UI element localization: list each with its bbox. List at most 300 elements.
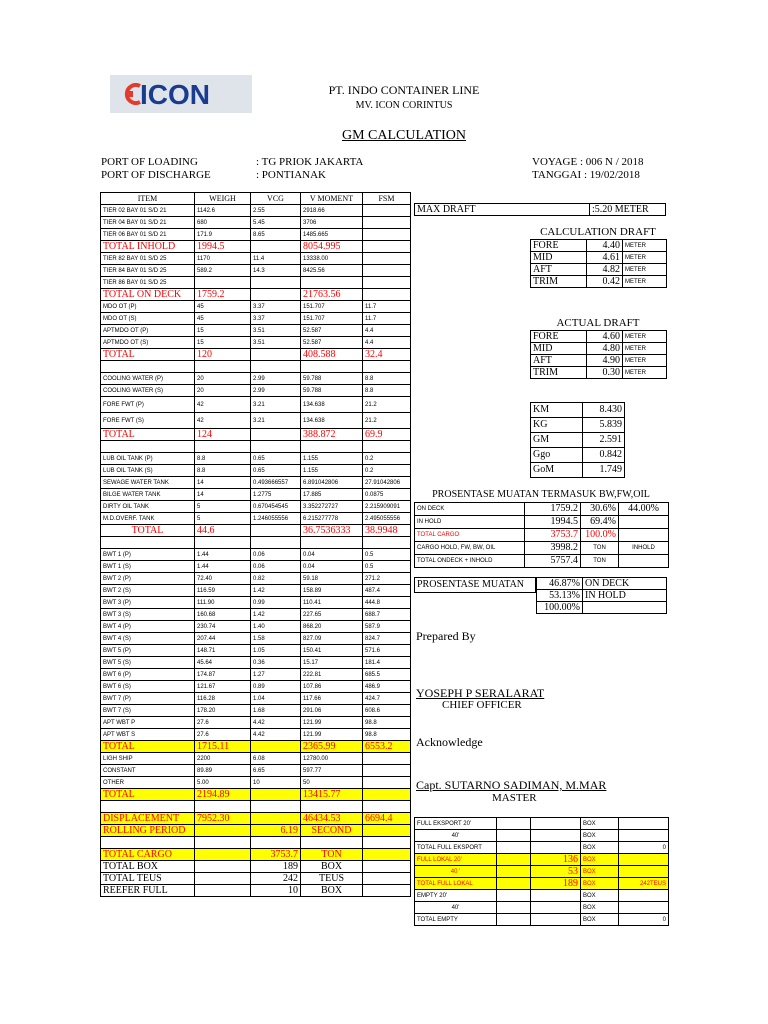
- table-cell: 3706: [301, 217, 363, 229]
- table-cell: 0.670454545: [251, 501, 301, 513]
- box-unit: BOX: [581, 914, 619, 926]
- table-cell: 44.6: [195, 525, 251, 537]
- table-cell: BWT 4 (S): [101, 633, 195, 645]
- table-row: [101, 717, 411, 729]
- table-row: [101, 373, 411, 385]
- table-cell: 124: [195, 429, 251, 441]
- table-cell: BWT 5 (S): [101, 657, 195, 669]
- table-cell: APT WBT S: [101, 729, 195, 741]
- table-row: [101, 753, 411, 765]
- table-cell: 824.7: [363, 633, 411, 645]
- table-cell: [301, 277, 363, 289]
- table-cell: 98.8: [363, 729, 411, 741]
- table-cell: 134.638: [301, 413, 363, 429]
- table-row: [101, 801, 411, 813]
- box-total: [619, 818, 669, 830]
- box-total: 0: [619, 842, 669, 854]
- table-row: [101, 241, 411, 253]
- draft-value: 0.30: [587, 367, 623, 379]
- table-cell: 4.4: [363, 337, 411, 349]
- box-blank: [497, 902, 531, 914]
- table-cell: 1.44: [195, 561, 251, 573]
- table-cell: [195, 837, 251, 849]
- table-cell: APTMDO OT (S): [101, 337, 195, 349]
- table-cell: 3.21: [251, 397, 301, 413]
- stability-table: [530, 402, 625, 478]
- table-cell: 8.8: [195, 453, 251, 465]
- table-cell: BWT 6 (P): [101, 669, 195, 681]
- table-cell: 5.00: [195, 777, 251, 789]
- table-row: [531, 276, 667, 288]
- prosentase-percent: TON: [581, 555, 619, 568]
- table-cell: 487.4: [363, 585, 411, 597]
- table-cell: 3.21: [251, 413, 301, 429]
- table-cell: 14: [195, 489, 251, 501]
- table-cell: 1.68: [251, 705, 301, 717]
- draft-label: TRIM: [531, 276, 587, 288]
- table-cell: 1.155: [301, 453, 363, 465]
- table-cell: [363, 217, 411, 229]
- table-cell: 38.9948: [363, 525, 411, 537]
- box-total: [619, 890, 669, 902]
- draft-value: 4.61: [587, 252, 623, 264]
- box-count: 136: [531, 854, 581, 866]
- calc-draft-table: [530, 239, 667, 288]
- table-row: [101, 765, 411, 777]
- table-cell: [251, 741, 301, 753]
- table-cell: [363, 537, 411, 549]
- table-cell: 110.41: [301, 597, 363, 609]
- table-cell: 7952.30: [195, 813, 251, 825]
- table-row: [101, 489, 411, 501]
- table-cell: [301, 441, 363, 453]
- table-cell: 45.64: [195, 657, 251, 669]
- table-cell: 271.2: [363, 573, 411, 585]
- table-cell: 181.4: [363, 657, 411, 669]
- table-cell: [363, 753, 411, 765]
- table-cell: 13338.00: [301, 253, 363, 265]
- box-count: [531, 890, 581, 902]
- table-cell: 0.0875: [363, 489, 411, 501]
- port-loading-label: PORT OF LOADING: [101, 156, 198, 168]
- table-cell: 0.2: [363, 453, 411, 465]
- table-cell: [101, 537, 195, 549]
- table-cell: [251, 277, 301, 289]
- prosentase-value: 1994.5: [525, 516, 581, 529]
- table-cell: [363, 801, 411, 813]
- table-row: [531, 448, 625, 463]
- table-cell: LUB OIL TANK (P): [101, 453, 195, 465]
- table-cell: 222.81: [301, 669, 363, 681]
- draft-value: 4.82: [587, 264, 623, 276]
- table-cell: [363, 241, 411, 253]
- table-cell: 3.51: [251, 337, 301, 349]
- actual-draft-title: ACTUAL DRAFT: [556, 317, 640, 329]
- table-cell: 27.6: [195, 717, 251, 729]
- table-row: [101, 513, 411, 525]
- box-unit: BOX: [581, 878, 619, 890]
- table-row: [415, 529, 669, 542]
- table-cell: [251, 349, 301, 361]
- table-row: [101, 217, 411, 229]
- table-cell: 597.77: [301, 765, 363, 777]
- table-row: [101, 561, 411, 573]
- table-cell: LIGH SHIP: [101, 753, 195, 765]
- table-row: [101, 609, 411, 621]
- stability-label: KG: [531, 418, 583, 433]
- table-row: [101, 573, 411, 585]
- table-cell: 388.872: [301, 429, 363, 441]
- table-row: [101, 657, 411, 669]
- prosentase-value: 5757.4: [525, 555, 581, 568]
- table-cell: [301, 837, 363, 849]
- table-cell: 0.89: [251, 681, 301, 693]
- table-cell: MDO OT (P): [101, 301, 195, 313]
- table-row: [415, 542, 669, 555]
- table-cell: 3.51: [251, 325, 301, 337]
- table-row: [101, 633, 411, 645]
- prosentase-extra: 44.00%: [619, 503, 669, 516]
- box-blank: [497, 818, 531, 830]
- table-row: [415, 890, 669, 902]
- table-cell: BWT 6 (S): [101, 681, 195, 693]
- table-cell: 0.04: [301, 561, 363, 573]
- table-cell: 158.89: [301, 585, 363, 597]
- table-cell: 45: [195, 301, 251, 313]
- table-cell: 72.40: [195, 573, 251, 585]
- table-cell: 17.885: [301, 489, 363, 501]
- table-row: [101, 289, 411, 301]
- box-blank: [497, 842, 531, 854]
- table-cell: TIER 04 BAY 01 S/D 21: [101, 217, 195, 229]
- table-cell: CONSTANT: [101, 765, 195, 777]
- max-draft-row: [414, 203, 666, 216]
- table-row: [531, 331, 667, 343]
- box-count: [531, 830, 581, 842]
- prosentase-value: 1759.2: [525, 503, 581, 516]
- table-cell: BWT 5 (P): [101, 645, 195, 657]
- table-cell: 69.9: [363, 429, 411, 441]
- table-row: [101, 441, 411, 453]
- draft-label: FORE: [531, 240, 587, 252]
- table-cell: ROLLING PERIOD: [101, 825, 195, 837]
- table-cell: 59.788: [301, 373, 363, 385]
- table-cell: TOTAL ON DECK: [101, 289, 195, 301]
- table-cell: 0.06: [251, 561, 301, 573]
- table-row: [531, 264, 667, 276]
- table-row: [101, 301, 411, 313]
- table-cell: 1.04: [251, 693, 301, 705]
- prosentase-extra: [619, 516, 669, 529]
- table-cell: LUB OIL TANK (S): [101, 465, 195, 477]
- table-cell: 98.8: [363, 717, 411, 729]
- table-cell: 6553.2: [363, 741, 411, 753]
- table-cell: [363, 789, 411, 801]
- table-cell: 486.9: [363, 681, 411, 693]
- table-cell: 0.36: [251, 657, 301, 669]
- table-row: [531, 403, 625, 418]
- table-cell: 121.99: [301, 717, 363, 729]
- table-cell: 1.27: [251, 669, 301, 681]
- box-label: EMPTY 20': [415, 890, 497, 902]
- table-cell: 3.352272727: [301, 501, 363, 513]
- table-cell: 13415.77: [301, 789, 363, 801]
- table-cell: COOLING WATER (S): [101, 385, 195, 397]
- table-cell: 120: [195, 349, 251, 361]
- table-row: [101, 277, 411, 289]
- box-blank: [497, 890, 531, 902]
- table-row: [531, 343, 667, 355]
- table-cell: 59.18: [301, 573, 363, 585]
- table-cell: 0.2: [363, 465, 411, 477]
- master-name: Capt. SUTARNO SADIMAN, M.MAR: [416, 778, 607, 792]
- box-blank: [497, 914, 531, 926]
- table-cell: 46434.53: [301, 813, 363, 825]
- table-cell: 3.37: [251, 313, 301, 325]
- table-cell: 36.7536333: [301, 525, 363, 537]
- table-cell: 20: [195, 373, 251, 385]
- table-cell: [363, 849, 411, 861]
- table-cell: 11.7: [363, 313, 411, 325]
- table-cell: 59.788: [301, 385, 363, 397]
- company-name: PT. INDO CONTAINER LINE: [328, 83, 480, 97]
- table-cell: 6694.4: [363, 813, 411, 825]
- table-cell: REEFER FULL: [101, 885, 195, 897]
- officer-name: YOSEPH P SERALARAT: [416, 686, 545, 700]
- table-cell: 6.891042806: [301, 477, 363, 489]
- table-cell: M.D.OVERF. TANK: [101, 513, 195, 525]
- table-cell: TIER 82 BAY 01 S/D 25: [101, 253, 195, 265]
- table-cell: 8.8: [363, 385, 411, 397]
- table-cell: 6.65: [251, 765, 301, 777]
- table-cell: TOTAL TEUS: [101, 873, 195, 885]
- table-row: [101, 705, 411, 717]
- table-cell: [251, 241, 301, 253]
- table-cell: [195, 861, 251, 873]
- table-row: [415, 842, 669, 854]
- table-cell: DISPLACEMENT: [101, 813, 195, 825]
- box-unit: BOX: [581, 890, 619, 902]
- table-cell: 10: [251, 885, 301, 897]
- table-cell: BWT 7 (S): [101, 705, 195, 717]
- table-cell: 116.59: [195, 585, 251, 597]
- prosentase-table: [414, 502, 669, 568]
- table-cell: 189: [251, 861, 301, 873]
- table-cell: [195, 441, 251, 453]
- table-cell: [251, 801, 301, 813]
- stability-label: KM: [531, 403, 583, 418]
- table-cell: 1170: [195, 253, 251, 265]
- box-total: [619, 830, 669, 842]
- table-row: [101, 729, 411, 741]
- table-row: [101, 429, 411, 441]
- table-row: [415, 854, 669, 866]
- stability-value: 2.591: [583, 433, 625, 448]
- table-cell: 1485.665: [301, 229, 363, 241]
- prosentase-value: 3753.7: [525, 529, 581, 542]
- table-row: [101, 789, 411, 801]
- table-row: [101, 825, 411, 837]
- prosentase-label: TOTAL CARGO: [415, 529, 525, 542]
- box-unit: BOX: [581, 854, 619, 866]
- table-cell: 2.215909091: [363, 501, 411, 513]
- table-cell: [363, 765, 411, 777]
- table-cell: 27.6: [195, 729, 251, 741]
- table-cell: [301, 537, 363, 549]
- stability-label: GoM: [531, 463, 583, 478]
- table-cell: 2918.66: [301, 205, 363, 217]
- table-row: [101, 525, 411, 537]
- prosentase-extra: INHOLD: [619, 542, 669, 555]
- box-count: 189: [531, 878, 581, 890]
- table-cell: TEUS: [301, 873, 363, 885]
- table-row: [101, 397, 411, 413]
- box-count: [531, 902, 581, 914]
- table-cell: 587.9: [363, 621, 411, 633]
- prosentase-percent: 100.0%: [581, 529, 619, 542]
- column-header: FSM: [363, 193, 411, 205]
- draft-label: MID: [531, 252, 587, 264]
- table-cell: 171.9: [195, 229, 251, 241]
- table-cell: [101, 361, 195, 373]
- table-row: [101, 813, 411, 825]
- table-cell: 1.40: [251, 621, 301, 633]
- draft-value: 4.80: [587, 343, 623, 355]
- table-row: [101, 501, 411, 513]
- table-row: [101, 621, 411, 633]
- actual-draft-table: [530, 330, 667, 379]
- prosentase-label: IN HOLD: [415, 516, 525, 529]
- muatan-label: IN HOLD: [583, 590, 667, 602]
- table-cell: 134.638: [301, 397, 363, 413]
- table-cell: BWT 2 (S): [101, 585, 195, 597]
- table-cell: 42: [195, 397, 251, 413]
- table-cell: [301, 361, 363, 373]
- stability-value: 8.430: [583, 403, 625, 418]
- table-row: [101, 453, 411, 465]
- table-row: [101, 837, 411, 849]
- table-cell: FORE FWT (P): [101, 397, 195, 413]
- table-row: [101, 861, 411, 873]
- draft-unit: METER: [623, 367, 667, 379]
- table-row: [101, 645, 411, 657]
- table-cell: [251, 537, 301, 549]
- box-total: [619, 854, 669, 866]
- table-cell: TOTAL: [101, 429, 195, 441]
- table-cell: 291.06: [301, 705, 363, 717]
- table-cell: MDO OT (S): [101, 313, 195, 325]
- prosentase-muatan-table: [536, 577, 667, 614]
- draft-label: FORE: [531, 331, 587, 343]
- draft-unit: METER: [623, 343, 667, 355]
- box-table: [414, 817, 669, 926]
- table-cell: [363, 861, 411, 873]
- table-cell: [251, 813, 301, 825]
- table-cell: [195, 825, 251, 837]
- table-row: [101, 849, 411, 861]
- table-cell: [195, 801, 251, 813]
- draft-label: MID: [531, 343, 587, 355]
- box-blank: [497, 854, 531, 866]
- draft-value: 4.40: [587, 240, 623, 252]
- table-cell: 0.99: [251, 597, 301, 609]
- muatan-label: [583, 602, 667, 614]
- table-cell: [251, 525, 301, 537]
- table-row: [415, 914, 669, 926]
- column-header: V MOMENT: [301, 193, 363, 205]
- table-cell: [363, 837, 411, 849]
- table-cell: 242: [251, 873, 301, 885]
- table-cell: [363, 873, 411, 885]
- table-cell: 0.5: [363, 561, 411, 573]
- table-row: [101, 885, 411, 897]
- draft-unit: METER: [623, 355, 667, 367]
- table-row: [415, 555, 669, 568]
- table-cell: [101, 801, 195, 813]
- table-cell: 227.65: [301, 609, 363, 621]
- table-cell: 2.55: [251, 205, 301, 217]
- table-cell: 2.99: [251, 373, 301, 385]
- table-cell: 12780.00: [301, 753, 363, 765]
- table-cell: [251, 837, 301, 849]
- box-label: 40': [415, 830, 497, 842]
- table-cell: BWT 3 (S): [101, 609, 195, 621]
- table-cell: 424.7: [363, 693, 411, 705]
- prosentase-value: 3998.2: [525, 542, 581, 555]
- table-cell: 151.707: [301, 301, 363, 313]
- table-cell: 0.493666557: [251, 477, 301, 489]
- table-row: [537, 578, 667, 590]
- draft-unit: METER: [623, 264, 667, 276]
- table-cell: [195, 277, 251, 289]
- draft-value: 4.90: [587, 355, 623, 367]
- table-cell: 0.5: [363, 549, 411, 561]
- table-row: [531, 355, 667, 367]
- table-cell: 680: [195, 217, 251, 229]
- draft-value: 4.60: [587, 331, 623, 343]
- table-cell: [251, 361, 301, 373]
- table-cell: 2200: [195, 753, 251, 765]
- table-cell: TOTAL CARGO: [101, 849, 195, 861]
- table-row: [531, 252, 667, 264]
- table-cell: 21763.56: [301, 289, 363, 301]
- table-row: [101, 413, 411, 429]
- table-cell: 1.44: [195, 549, 251, 561]
- table-cell: 52.587: [301, 325, 363, 337]
- table-cell: 45: [195, 313, 251, 325]
- box-label: TOTAL FULL LOKAL: [415, 878, 497, 890]
- table-cell: 1.246055556: [251, 513, 301, 525]
- stability-value: 5.839: [583, 418, 625, 433]
- table-cell: FORE FWT (S): [101, 413, 195, 429]
- table-cell: 21.2: [363, 413, 411, 429]
- max-draft-value: :5.20 METER: [590, 204, 666, 216]
- box-total: [619, 866, 669, 878]
- table-cell: 160.68: [195, 609, 251, 621]
- muatan-percent: 53.13%: [537, 590, 583, 602]
- table-cell: TIER 06 BAY 01 S/D 21: [101, 229, 195, 241]
- table-cell: 4.42: [251, 717, 301, 729]
- table-cell: 32.4: [363, 349, 411, 361]
- table-cell: [195, 361, 251, 373]
- table-row: [101, 465, 411, 477]
- box-total: 0: [619, 914, 669, 926]
- table-cell: 8.65: [251, 229, 301, 241]
- draft-unit: METER: [623, 252, 667, 264]
- table-cell: 27.91042806: [363, 477, 411, 489]
- table-cell: 121.67: [195, 681, 251, 693]
- table-cell: 1142.6: [195, 205, 251, 217]
